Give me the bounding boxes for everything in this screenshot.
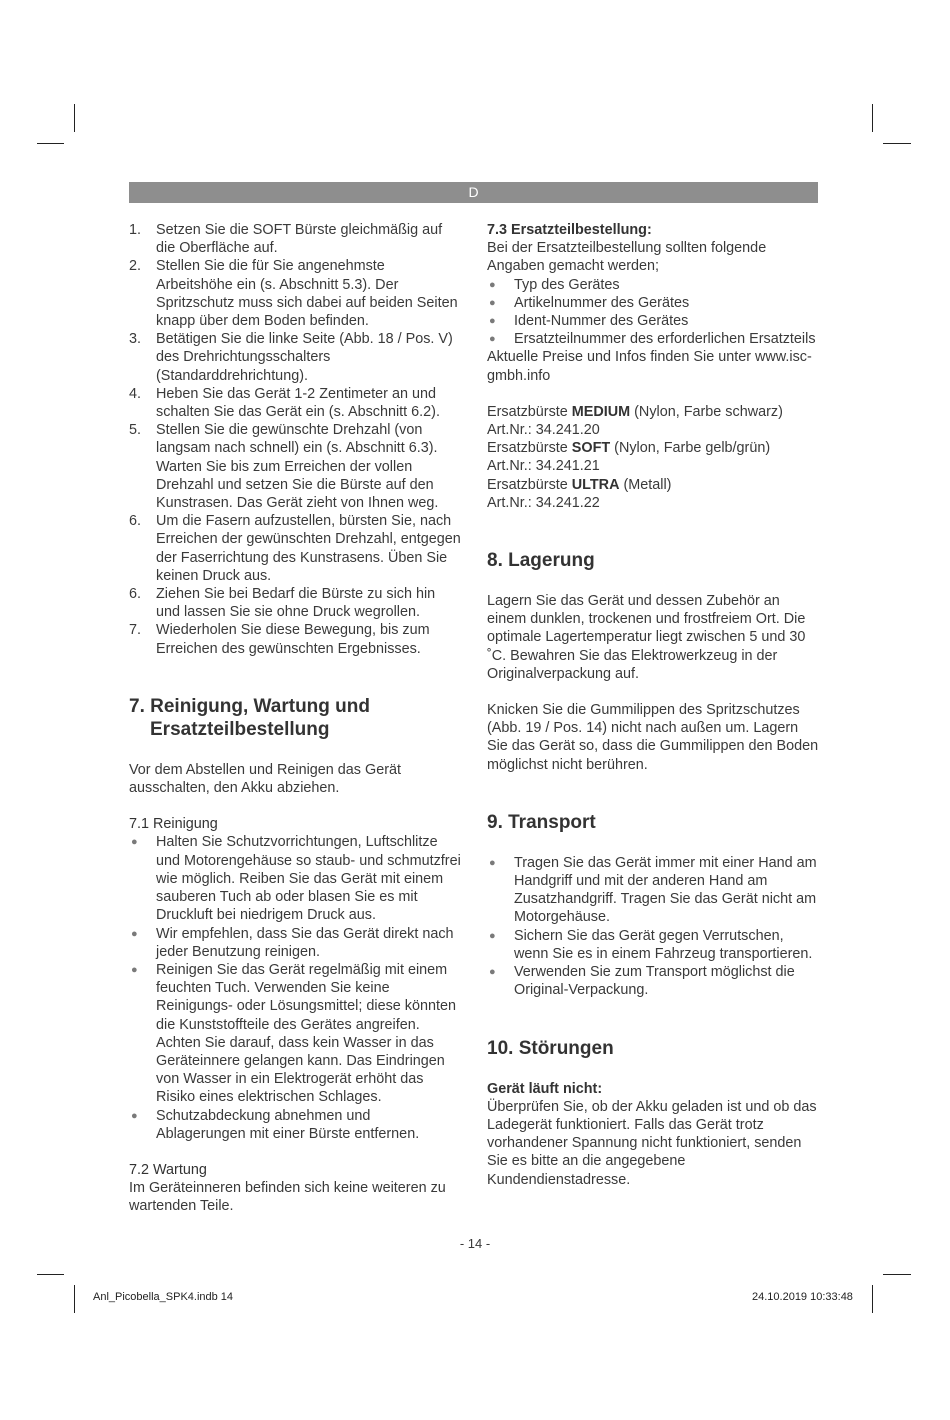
crop-mark [37, 1274, 64, 1275]
bullet-icon: ● [489, 315, 496, 328]
usage-steps [129, 221, 461, 658]
bullet-icon: ● [131, 963, 138, 976]
crop-mark [883, 143, 911, 144]
language-header-bar [129, 182, 818, 203]
section-8-text: Lagern Sie das Gerät und dessen Zubehör an einem dunklen, trockenen und frostfreiem Ort. Die optimale Lagertemperatur liegt zwischen 5 und 30 ˚C. Bewahren Sie das Elektrowerkzeug in der Originalverpackung auf. [487, 593, 806, 682]
step-item: 6. Um die Fasern aufzustellen, bürsten Sie, nach Erreichen der gewünschten Drehzahl, entgegen der Faserrichtung des Kunstrasens. Üben Sie keinen Druck aus. [129, 513, 461, 584]
bullet-icon: ● [489, 296, 496, 309]
section-10-text: Überprüfen Sie, ob der Akku geladen ist und ob das Ladegerät funktioniert. Falls das Gerät trotz vorhandener Spannung nicht funktioniert, senden Sie es bitte an die angegebene Kundendienstadresse. [487, 1098, 817, 1188]
step-item: 1. Setzen Sie die SOFT Bürste gleichmäßig auf die Oberfläche auf. [129, 222, 443, 257]
section-7-3-outro: Aktuelle Preise und Infos finden Sie unter www.isc-gmbh.info [487, 349, 812, 384]
step-item: 7. Wiederholen Sie diese Bewegung, bis zum Erreichen des gewünschten Ergebnisses. [129, 622, 430, 657]
slug-filename: Anl_Picobella_SPK4.indb 14 [93, 1291, 234, 1303]
slug-timestamp: 24.10.2019 10:33:48 [752, 1291, 853, 1303]
list-item: ● Typ des Gerätes [489, 276, 620, 293]
section-7-1-heading: 7.1 Reinigung [129, 816, 218, 833]
bullet-icon: ● [131, 1109, 138, 1122]
crop-mark [872, 1285, 873, 1313]
language-label: D [468, 184, 479, 200]
article-number: Art.Nr.: 34.241.22 [487, 494, 600, 511]
section-8-heading: 8. Lagerung [487, 550, 595, 572]
step-item: 4. Heben Sie das Gerät 1-2 Zentimeter an und schalten Sie das Gerät ein (s. Abschnitt 6.2). [129, 385, 440, 421]
spare-brush-item: Ersatzbürste MEDIUM (Nylon, Farbe schwarz) [487, 403, 783, 420]
section-7-2-heading: 7.2 Wartung [129, 1161, 207, 1178]
step-item: 6. Ziehen Sie bei Bedarf die Bürste zu sich hin und lassen Sie sie ohne Druck wegrollen. [129, 586, 436, 621]
spare-brush-list [487, 403, 820, 512]
list-item: ● Artikelnummer des Gerätes [489, 294, 690, 311]
cleaning-list [129, 833, 461, 1142]
spare-brush-item: Ersatzbürste SOFT (Nylon, Farbe gelb/grün) [487, 440, 771, 457]
bullet-icon: ● [489, 966, 496, 979]
list-item: ● Halten Sie Schutzvorrichtungen, Luftschlitze und Motorengehäuse so staub- und schmutzfrei wie möglich. Reiben Sie das Gerät mit einem sauberen Tuch ab oder blasen Sie es mit Druckluft bei niedrigem Druck aus. [131, 834, 461, 924]
bullet-icon: ● [489, 278, 496, 291]
list-item: ● Wir empfehlen, dass Sie das Gerät direkt nach jeder Benutzung reinigen. [131, 925, 454, 960]
list-item: ● Ident-Nummer des Gerätes [489, 313, 689, 330]
section-7-2-text: Im Geräteinneren befinden sich keine weiteren zu wartenden Teile. [129, 1180, 446, 1215]
spare-brush-item: Ersatzbürste ULTRA (Metall) [487, 476, 672, 493]
step-item: 5. Stellen Sie die gewünschte Drehzahl (von langsam nach schnell) ein (s. Abschnitt 6.3). Warten Sie bis zum Erreichen der vollen Drehzahl und setzen Sie die Bürste auf den Kunstrasen. Das Gerät zieht von Ihnen weg. [129, 422, 439, 512]
bullet-icon: ● [131, 836, 138, 849]
list-item: ● Ersatzteilnummer des erforderlichen Ersatzteils [489, 331, 816, 348]
section-10-subheading: Gerät läuft nicht: [487, 1080, 603, 1097]
bullet-icon: ● [489, 856, 496, 869]
article-number: Art.Nr.: 34.241.21 [487, 458, 600, 475]
transport-list [487, 854, 820, 1000]
section-7-3-intro: Bei der Ersatzteilbestellung sollten folgende Angaben gemacht werden; [487, 240, 767, 275]
crop-mark [74, 1285, 75, 1313]
list-item: ● Sichern Sie das Gerät gegen Verrutschen, wenn Sie es in einem Fahrzeug transportieren. [489, 927, 813, 962]
crop-mark [37, 143, 64, 144]
step-item: 2. Stellen Sie die für Sie angenehmste Arbeitshöhe ein (s. Abschnitt 5.3). Der Spritzschutz muss sich dabei auf beiden Seiten knapp über dem Boden befinden. [129, 258, 458, 330]
crop-mark [74, 104, 75, 132]
list-item: ● Reinigen Sie das Gerät regelmäßig mit einem feuchten Tuch. Verwenden Sie keine Reinigungs- oder Lösungsmittel; diese könnten die Kunststoffteile des Gerätes angreifen. Achten Sie darauf, dass kein Wasser in das Geräteinnere gelangen kann. Das Eindringen von Wasser in ein Elektrogerät erhöht das Risiko eines elektrischen Schlages. [131, 961, 456, 1106]
left-column [129, 221, 461, 1216]
step-item: 3. Betätigen Sie die linke Seite (Abb. 18 / Pos. V) des Drehrichtungsschalters (Standarddrehrichtung). [129, 331, 453, 384]
section-8-text: Knicken Sie die Gummilippen des Spritzschutzes (Abb. 19 / Pos. 14) nicht nach außen um. Lagern Sie das Gerät so, dass die Gummilippen den Boden möglichst nicht berühren. [487, 702, 819, 773]
article-number: Art.Nr.: 34.241.20 [487, 422, 600, 439]
right-column [487, 221, 820, 1189]
spare-part-info-list [487, 276, 820, 349]
bullet-icon: ● [489, 333, 496, 346]
bullet-icon: ● [489, 929, 496, 942]
list-item: ● Schutzabdeckung abnehmen und Ablagerungen mit einer Bürste entfernen. [131, 1107, 420, 1142]
crop-mark [883, 1274, 911, 1275]
list-item: ● Verwenden Sie zum Transport möglichst die Original-Verpackung. [489, 964, 795, 999]
section-10-heading: 10. Störungen [487, 1037, 614, 1059]
page-number: - 14 - [459, 1236, 491, 1251]
section-7-3-heading: 7.3 Ersatzteilbestellung: [487, 222, 652, 238]
section-7-heading: 7. Reinigung, Wartung und Ersatzteilbestellung [129, 695, 370, 740]
bullet-icon: ● [131, 927, 138, 940]
section-7-intro: Vor dem Abstellen und Reinigen das Gerät ausschalten, den Akku abziehen. [129, 761, 401, 797]
section-9-heading: 9. Transport [487, 811, 596, 833]
list-item: ● Tragen Sie das Gerät immer mit einer Hand am Handgriff und mit der anderen Hand am Zusatzhandgriff. Tragen Sie das Gerät nicht am Motorgehäuse. [489, 854, 817, 926]
crop-mark [872, 104, 873, 132]
